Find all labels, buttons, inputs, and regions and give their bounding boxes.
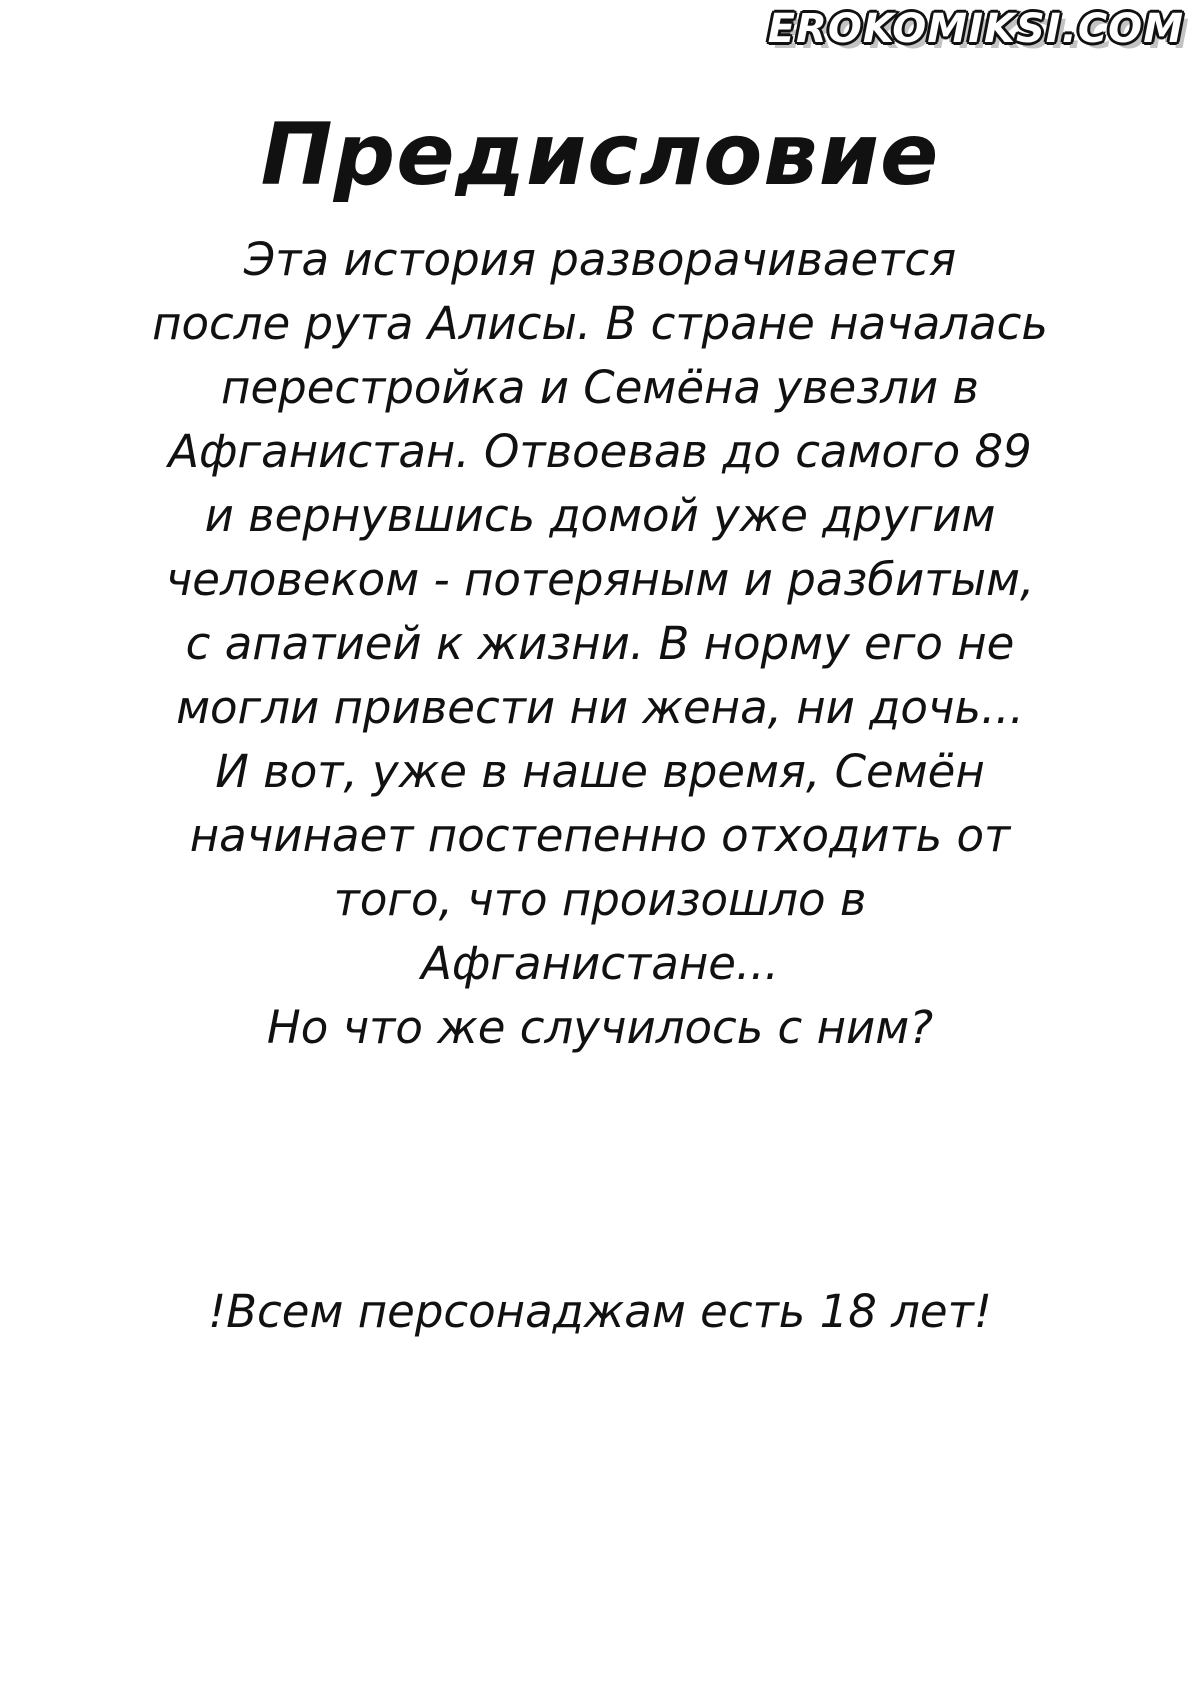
age-disclaimer: !Всем персонаджам есть 18 лет!	[208, 1285, 992, 1338]
preface-line: начинает постепенно отходить от	[189, 809, 1011, 862]
preface-line: И вот, уже в наше время, Семён	[215, 745, 985, 798]
preface-line: и вернувшись домой уже другим	[204, 489, 996, 542]
page-title: Предисловие	[260, 104, 940, 205]
preface-line: после рута Алисы. В стране началась	[152, 297, 1048, 350]
preface-line: с апатией к жизни. В норму его не	[185, 617, 1015, 670]
preface-line: перестройка и Семёна увезли в	[221, 361, 979, 414]
preface-line: Афганистан. Отвоевав до самого 89	[168, 425, 1032, 478]
preface-line: человеком - потеряным и разбитым,	[165, 553, 1035, 606]
preface-line: Афганистане...	[421, 937, 779, 990]
preface-line: Эта история разворачивается	[243, 233, 957, 286]
preface-line: могли привести ни жена, ни дочь...	[176, 681, 1024, 734]
preface-line: Но что же случилось с ним?	[266, 1001, 934, 1054]
site-watermark: EROKOMIKSI.COM	[767, 6, 1184, 52]
preface-text	[70, 228, 1130, 1060]
preface-line: того, что произошло в	[333, 873, 867, 926]
